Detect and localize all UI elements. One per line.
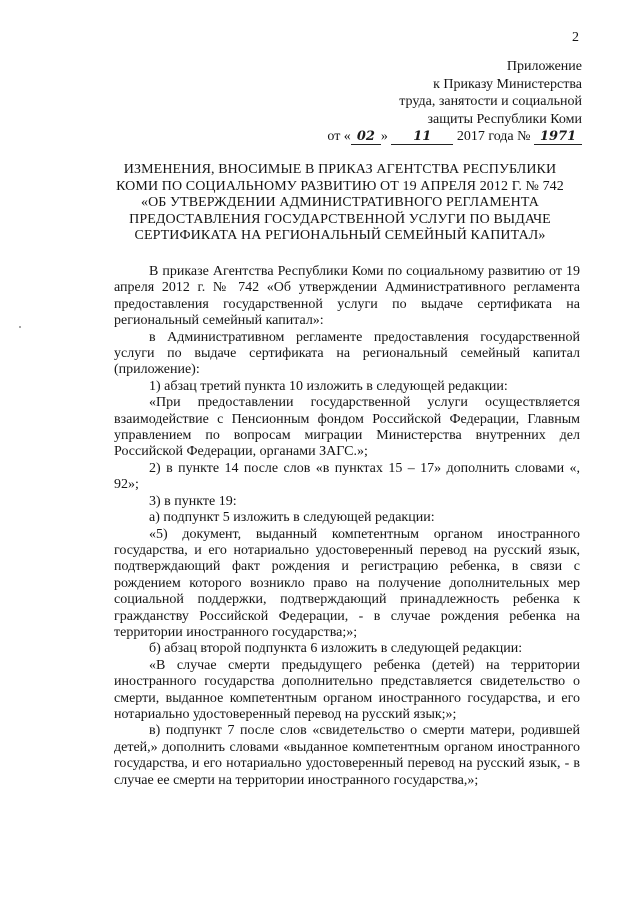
paragraph-intro: В приказе Агентства Республики Коми по социальному развитию от 19 апреля 2012 г. № 742 «Об утверждении Административного регламента предоставления государственной услуги по выдаче сертификата на региональный семейный капитал»: <box>114 264 580 329</box>
annex-line-2: к Приказу Министерства <box>433 76 582 92</box>
annex-line-1: Приложение <box>506 59 582 74</box>
paragraph-subitem-b: б) абзац второй подпункта 6 изложить в следующей редакции: <box>149 641 523 657</box>
date-prefix: от « <box>327 129 351 144</box>
title-line-1: ИЗМЕНЕНИЯ, ВНОСИМЫЕ В ПРИКАЗ АГЕНТСТВА РЕСПУБЛИКИ <box>123 162 557 177</box>
paragraph-item-1-text: «При предоставлении государственной услуги осуществляется взаимодействие с Пенсионным фондом Российской Федерации, Главным управлением по вопросам миграции Министерства внутренних дел Российской Федерации, органами ЗАГС.»; <box>114 395 580 460</box>
handwritten-order-number: 1971 <box>534 129 582 145</box>
paragraph-regulation: в Административном регламенте предоставления государственной услуги по выдаче сертификата на региональный семейный капитал (приложение): <box>114 329 580 378</box>
annex-line-4: защиты Республики Коми <box>427 111 582 127</box>
paragraph-item-3: 3) в пункте 19: <box>149 493 237 509</box>
annex-header <box>327 58 582 146</box>
document-title <box>100 162 580 245</box>
handwritten-month: 11 <box>391 129 453 145</box>
title-line-4: ПРЕДОСТАВЛЕНИЯ ГОСУДАРСТВЕННОЙ УСЛУГИ ПО ВЫДАЧЕ <box>129 211 551 227</box>
title-line-2: КОМИ ПО СОЦИАЛЬНОМУ РАЗВИТИЮ ОТ 19 АПРЕЛЯ 2012 Г. № 742 <box>116 178 564 194</box>
date-mid: » <box>380 129 392 144</box>
annex-line-3: труда, занятости и социальной <box>399 94 582 109</box>
handwritten-day: 02 <box>351 129 381 145</box>
document-body <box>114 264 580 789</box>
title-line-3: «ОБ УТВЕРЖДЕНИИ АДМИНИСТРАТИВНОГО РЕГЛАМЕНТА <box>140 195 539 210</box>
annex-date-line <box>327 128 582 146</box>
scan-speck <box>19 326 21 328</box>
paragraph-subitem-a-text: «5) документ, выданный компетентным органом иностранного государства, и его нотариально удостоверенный перевод на русский язык, подтверждающий факт рождения и регистрацию ребенка, в связи с рождением которого возникло право на получение дополнительных мер социальной поддержки, подтверждающий принадлежность ребенка к гражданству Российской Федерации, - в случае рождения ребенка на территории иностранного государства;»; <box>114 526 580 640</box>
paragraph-subitem-a: а) подпункт 5 изложить в следующей редакции: <box>149 510 435 526</box>
date-year: 2017 года № <box>453 129 534 144</box>
page-number: 2 <box>572 30 579 45</box>
paragraph-item-1: 1) абзац третий пункта 10 изложить в следующей редакции: <box>149 378 508 394</box>
paragraph-subitem-b-text: «В случае смерти предыдущего ребенка (детей) на территории иностранного государства дополнительно представляется свидетельство о смерти, выданное компетентным органом иностранного государства, и его нотариально удостоверенный перевод на русский язык;»; <box>114 657 580 722</box>
paragraph-item-2: 2) в пункте 14 после слов «в пунктах 15 – 17» дополнить словами «, 92»; <box>114 460 580 493</box>
paragraph-subitem-v: в) подпункт 7 после слов «свидетельство о смерти матери, родившей детей,» дополнить словами «выданное компетентным органом иностранного государства, и его нотариально удостоверенный перевод на русский язык, - в случае ее смерти на территории иностранного государства,»; <box>114 723 580 788</box>
title-line-5: СЕРТИФИКАТА НА РЕГИОНАЛЬНЫЙ СЕМЕЙНЫЙ КАПИТАЛ» <box>134 228 546 243</box>
